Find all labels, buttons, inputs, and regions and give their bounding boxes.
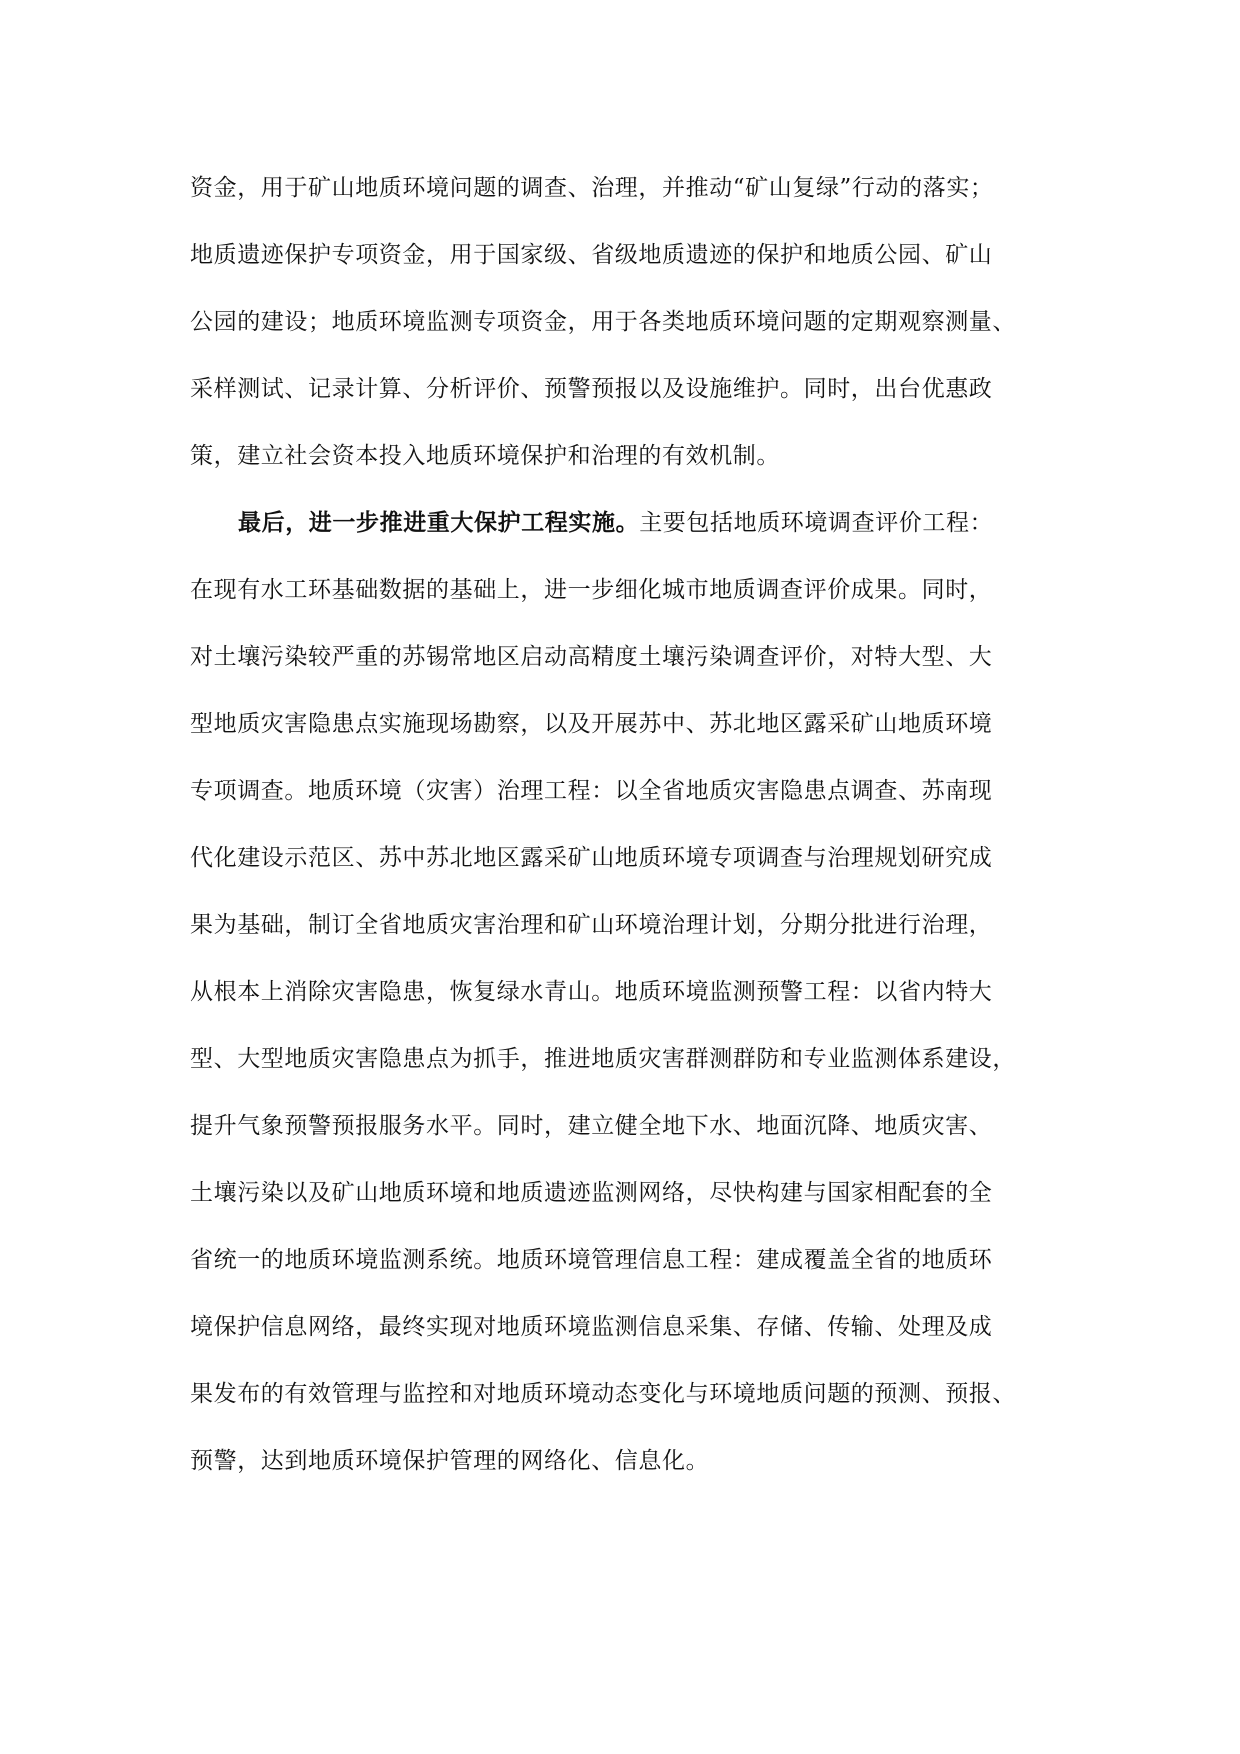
paragraph-line: 型地质灾害隐患点实施现场勘察，以及开展苏中、苏北地区露采矿山地质环境 (190, 711, 993, 737)
paragraph-line: 对土壤污染较严重的苏锡常地区启动高精度土壤污染调查评价，对特大型、大 (190, 644, 993, 670)
section-heading: 最后，进一步推进重大保护工程实施。 (238, 510, 640, 536)
paragraph-line: 果为基础，制订全省地质灾害治理和矿山环境治理计划，分期分批进行治理， (190, 912, 993, 938)
paragraph-line: 从根本上消除灾害隐患，恢复绿水青山。地质环境监测预警工程：以省内特大 (190, 979, 993, 1005)
paragraph-line: 采样测试、记录计算、分析评价、预警预报以及设施维护。同时，出台优惠政 (190, 376, 993, 402)
paragraph-line: 地质遗迹保护专项资金，用于国家级、省级地质遗迹的保护和地质公园、矿山 (190, 242, 993, 268)
paragraph-line: 策，建立社会资本投入地质环境保护和治理的有效机制。 (190, 443, 780, 469)
paragraph-line: 预警，达到地质环境保护管理的网络化、信息化。 (190, 1448, 710, 1474)
paragraph-line: 公园的建设；地质环境监测专项资金，用于各类地质环境问题的定期观察测量、 (190, 309, 1016, 335)
paragraph-line: 提升气象预警预报服务水平。同时，建立健全地下水、地面沉降、地质灾害、 (190, 1113, 993, 1139)
paragraph-line: 境保护信息网络，最终实现对地质环境监测信息采集、存储、传输、处理及成 (190, 1314, 993, 1340)
paragraph-first-line (238, 499, 1070, 547)
paragraph-line: 代化建设示范区、苏中苏北地区露采矿山地质环境专项调查与治理规划研究成 (190, 845, 993, 871)
paragraph-line: 省统一的地质环境监测系统。地质环境管理信息工程：建成覆盖全省的地质环 (190, 1247, 993, 1273)
paragraph-line: 专项调查。地质环境（灾害）治理工程：以全省地质灾害隐患点调查、苏南现 (190, 778, 993, 804)
paragraph-line: 果发布的有效管理与监控和对地质环境动态变化与环境地质问题的预测、预报、 (190, 1381, 1016, 1407)
paragraph-line: 在现有水工环基础数据的基础上，进一步细化城市地质调查评价成果。同时， (190, 577, 993, 603)
paragraph-line: 型、大型地质灾害隐患点为抓手，推进地质灾害群测群防和专业监测体系建设， (190, 1046, 1016, 1072)
paragraph-line: 资金，用于矿山地质环境问题的调查、治理，并推动“矿山复绿”行动的落实； (190, 175, 994, 201)
paragraph-line: 土壤污染以及矿山地质环境和地质遗迹监测网络，尽快构建与国家相配套的全 (190, 1180, 993, 1206)
heading-continuation: 主要包括地质环境调查评价工程： (639, 510, 994, 536)
